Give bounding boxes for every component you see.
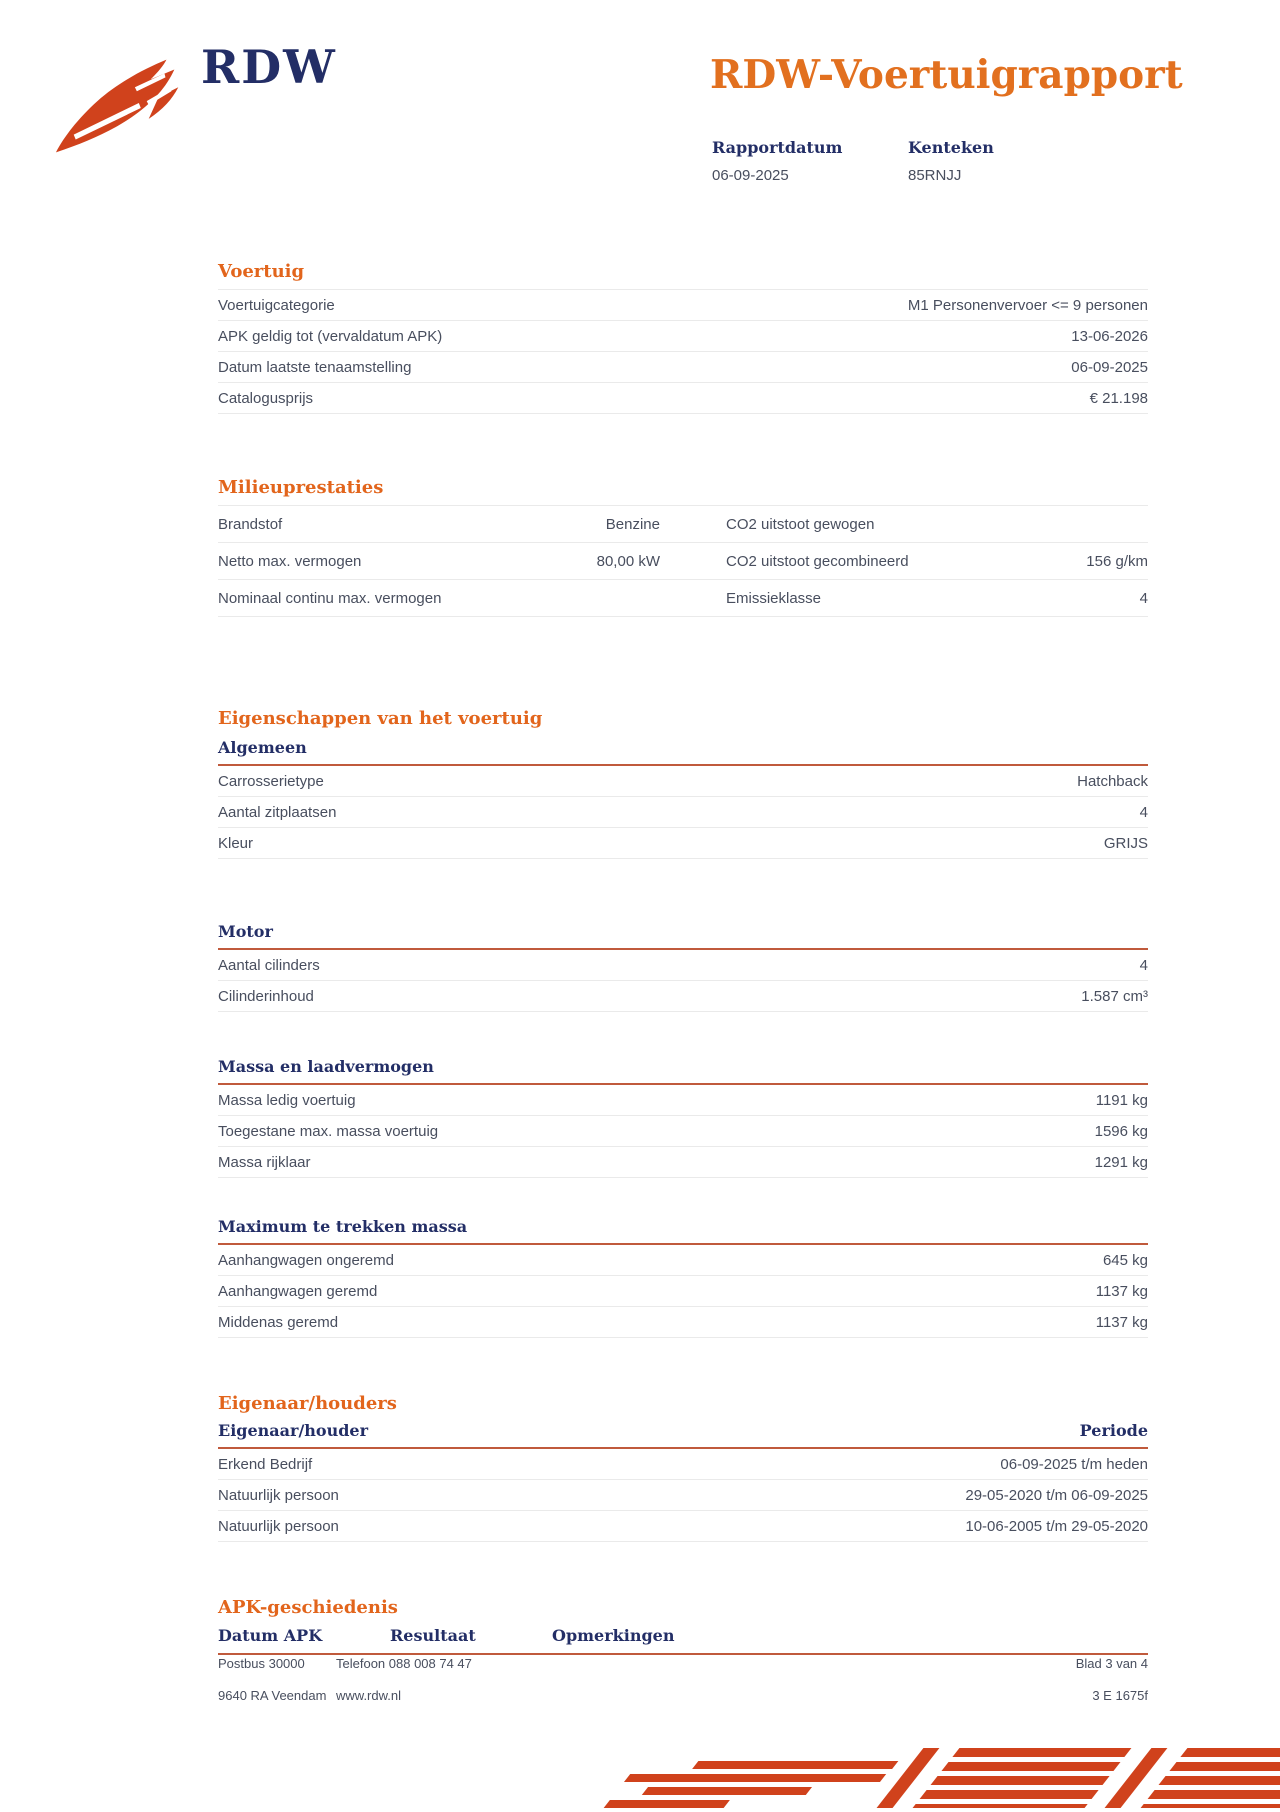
owner-name: Erkend Bedrijf [218, 1455, 313, 1473]
table-row [218, 290, 1148, 321]
row-label-right: Emissieklasse [726, 589, 822, 607]
owners-table [218, 1449, 1148, 1542]
table-row [218, 1307, 1148, 1338]
row-value-left: Benzine [605, 515, 660, 533]
row-label-right: CO2 uitstoot gecombineerd [726, 552, 909, 570]
license-value: 85RNJJ [908, 167, 962, 184]
row-label: Catalogusprijs [218, 389, 314, 407]
table-row [218, 321, 1148, 352]
striped-block-icon [1141, 1748, 1280, 1808]
owner-name: Natuurlijk persoon [218, 1517, 339, 1535]
table-row [218, 1449, 1148, 1480]
row-label-left: Nominaal continu max. vermogen [218, 589, 442, 607]
brand-text: RDW [201, 40, 337, 94]
row-value-right: 4 [1139, 589, 1148, 607]
row-label: Datum laatste tenaamstelling [218, 358, 412, 376]
table-row [218, 506, 1148, 543]
row-label: Aanhangwagen geremd [218, 1282, 378, 1300]
section-title-milieuprestaties: Milieuprestaties [218, 477, 384, 498]
footer-contact [218, 1656, 472, 1703]
row-value-left: 80,00 kW [596, 552, 660, 570]
row-value: € 21.198 [1089, 389, 1148, 407]
row-value: 1191 kg [1095, 1091, 1148, 1109]
footer-address-1: Postbus 30000 [218, 1656, 305, 1671]
table-row [218, 1245, 1148, 1276]
massa-table [218, 1085, 1148, 1178]
row-value: 1137 kg [1095, 1282, 1148, 1300]
table-row [218, 1147, 1148, 1178]
table-row [218, 1480, 1148, 1511]
row-label-left: Netto max. vermogen [218, 552, 362, 570]
row-value: 645 kg [1102, 1251, 1148, 1269]
column-header-period: Periode [1079, 1421, 1148, 1440]
row-value: 1.587 cm³ [1081, 987, 1148, 1005]
table-row [218, 1511, 1148, 1542]
row-label: Middenas geremd [218, 1313, 339, 1331]
report-date-label: Rapportdatum [712, 138, 843, 157]
section-title-apk: APK-geschiedenis [218, 1597, 398, 1618]
report-date-value: 06-09-2025 [712, 167, 789, 184]
row-value: 06-09-2025 [1071, 358, 1148, 376]
row-value: GRIJS [1103, 834, 1148, 852]
subsection-title-algemeen: Algemeen [218, 739, 1148, 766]
row-label: Voertuigcategorie [218, 296, 335, 314]
row-label: Toegestane max. massa voertuig [218, 1122, 439, 1140]
rdw-logo-icon [52, 55, 200, 159]
table-row [218, 981, 1148, 1012]
report-body [218, 250, 1148, 1655]
row-label: Massa rijklaar [218, 1153, 311, 1171]
algemeen-table [218, 766, 1148, 859]
column-header-datum-apk: Datum APK [218, 1626, 323, 1645]
table-row [218, 1085, 1148, 1116]
row-label: Massa ledig voertuig [218, 1091, 356, 1109]
table-row [218, 580, 1148, 617]
subsection-title-massa: Massa en laadvermogen [218, 1058, 1148, 1085]
footer-page-info [1076, 1656, 1148, 1703]
motor-table [218, 950, 1148, 1012]
license-label: Kenteken [908, 138, 994, 157]
table-row [218, 383, 1148, 414]
row-value-right: 156 g/km [1086, 552, 1148, 570]
section-title-voertuig: Voertuig [218, 261, 305, 282]
section-title-eigenschappen: Eigenschappen van het voertuig [218, 708, 543, 729]
row-value: 1596 kg [1094, 1122, 1148, 1140]
row-label-left: Brandstof [218, 515, 283, 533]
table-row [218, 543, 1148, 580]
table-row [218, 1276, 1148, 1307]
row-label: Kleur [218, 834, 254, 852]
row-label: Aanhangwagen ongeremd [218, 1251, 394, 1269]
owner-name: Natuurlijk persoon [218, 1486, 339, 1504]
row-value: 13-06-2026 [1071, 327, 1148, 345]
row-value: M1 Personenvervoer <= 9 personen [907, 296, 1148, 314]
row-label: Aantal zitplaatsen [218, 803, 337, 821]
table-row [218, 950, 1148, 981]
striped-block-icon [913, 1748, 1132, 1808]
row-label: Carrosserietype [218, 772, 324, 790]
stripes-group-icon [604, 1761, 899, 1808]
row-label: APK geldig tot (vervaldatum APK) [218, 327, 443, 345]
owner-period: 10-06-2005 t/m 29-05-2020 [965, 1517, 1148, 1535]
owner-period: 29-05-2020 t/m 06-09-2025 [965, 1486, 1148, 1504]
footer-address-2: 9640 RA Veendam [218, 1688, 327, 1703]
row-label: Cilinderinhoud [218, 987, 314, 1005]
column-header-opmerkingen: Opmerkingen [552, 1626, 675, 1645]
subsection-title-motor: Motor [218, 923, 1148, 950]
row-value: Hatchback [1077, 772, 1148, 790]
table-row [218, 797, 1148, 828]
footer-page-number: Blad 3 van 4 [1075, 1656, 1148, 1671]
report-meta [712, 138, 994, 184]
row-value: 1137 kg [1095, 1313, 1148, 1331]
subsection-title-trekken: Maximum te trekken massa [218, 1218, 1148, 1245]
table-row [218, 828, 1148, 859]
table-row [218, 766, 1148, 797]
apk-table-header [218, 1626, 1148, 1655]
owner-period: 06-09-2025 t/m heden [1000, 1455, 1148, 1473]
bottom-stripes-graphic [622, 1738, 1280, 1808]
footer-phone: Telefoon 088 008 74 47 [336, 1656, 472, 1671]
row-value: 1291 kg [1094, 1153, 1148, 1171]
row-value: 4 [1139, 956, 1148, 974]
license-block [908, 138, 994, 184]
row-label: Aantal cilinders [218, 956, 320, 974]
column-header-resultaat: Resultaat [390, 1626, 476, 1645]
report-date-block [712, 138, 908, 184]
footer-doc-code: 3 E 1675f [1092, 1688, 1148, 1703]
row-value: 4 [1139, 803, 1148, 821]
page-title: RDW-Voertuigrapport [710, 52, 1183, 98]
milieu-table [218, 505, 1148, 617]
owners-table-header [218, 1422, 1148, 1449]
trekken-table [218, 1245, 1148, 1338]
table-row [218, 1116, 1148, 1147]
table-row [218, 352, 1148, 383]
row-label-right: CO2 uitstoot gewogen [726, 515, 875, 533]
footer-website: www.rdw.nl [336, 1688, 402, 1703]
voertuig-table [218, 289, 1148, 414]
column-header-owner: Eigenaar/houder [218, 1421, 369, 1440]
section-title-eigenaars: Eigenaar/houders [218, 1393, 397, 1414]
